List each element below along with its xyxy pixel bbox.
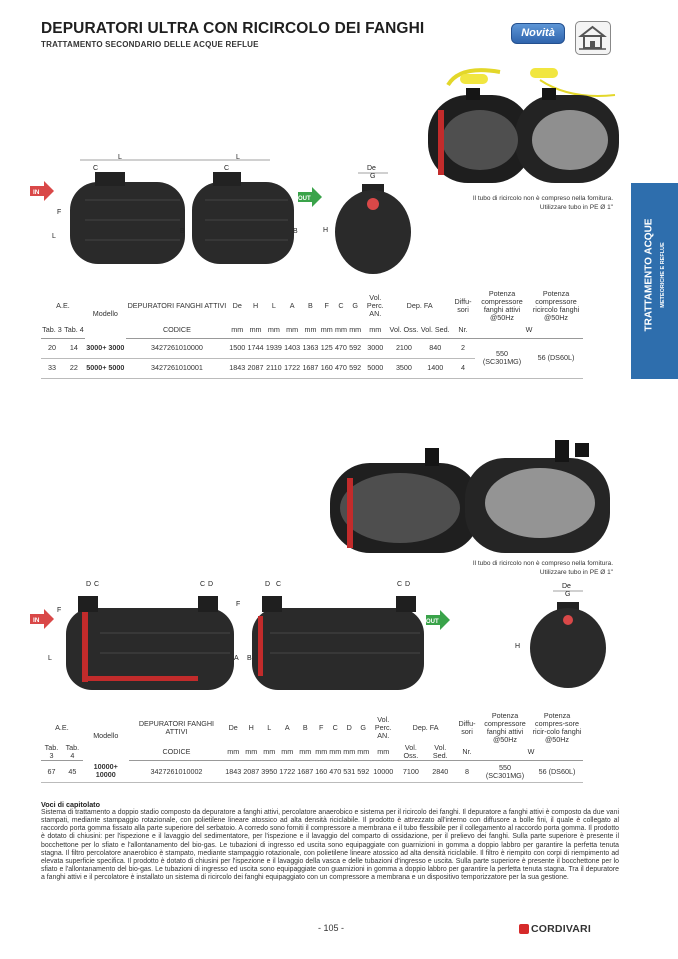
th-l: L xyxy=(267,723,272,732)
th-dep-fa: Dep. FA xyxy=(412,723,439,732)
dim-label-C-3: C xyxy=(94,581,100,588)
page-subtitle: TRATTAMENTO SECONDARIO DELLE ACQUE REFLUE xyxy=(41,40,259,49)
th-g: G xyxy=(352,301,358,310)
th-vol-sed: Vol. Sed. xyxy=(420,322,451,338)
dim-label-G: G xyxy=(370,173,376,180)
dim-label-H: H xyxy=(323,227,329,234)
page-title: DEPURATORI ULTRA CON RICIRCOLO DEI FANGHI xyxy=(41,20,425,37)
dim-label-De: De xyxy=(367,165,376,172)
side-tab-title: TRATTAMENTO ACQUE xyxy=(643,218,655,332)
cell: 2840 xyxy=(426,761,455,783)
product-photo-top xyxy=(420,60,625,190)
th-unit: mm xyxy=(246,322,264,338)
cell-power-fa: 550 (SC301MG) xyxy=(475,338,529,378)
th-f: F xyxy=(324,301,329,310)
spec-table-2 xyxy=(41,712,583,783)
th-tab3: Tab. 3 xyxy=(41,322,63,338)
cell-modello: 3000+ 3000 xyxy=(85,338,126,358)
th-unit: mm xyxy=(283,322,301,338)
technical-drawing-side-top xyxy=(30,150,330,275)
th-unit: mm xyxy=(278,744,296,761)
cell: 20 xyxy=(41,338,63,358)
dim-label-B: B xyxy=(180,228,185,235)
cell: 1722 xyxy=(278,761,296,783)
th-nr: Nr. xyxy=(451,322,475,338)
dim-label-D: D xyxy=(86,581,92,588)
th-l: L xyxy=(271,301,276,310)
cell: 1687 xyxy=(296,761,314,783)
th-vol-sed: Vol. Sed. xyxy=(426,744,455,761)
cell-codice: 3427261010002 xyxy=(129,761,225,783)
voci-title: Voci di capitolato xyxy=(41,800,100,809)
th-c: C xyxy=(338,301,344,310)
cell: 33 xyxy=(41,358,63,378)
novita-badge: Novità xyxy=(511,23,565,44)
cell: 2087 xyxy=(246,358,264,378)
dim-label-L-vert: L xyxy=(52,233,56,240)
cell: 10000 xyxy=(370,761,396,783)
th-tab4: Tab. 4 xyxy=(63,322,85,338)
cell: 1939 xyxy=(265,338,283,358)
spec-table-1 xyxy=(41,290,583,379)
th-vol-oss: Vol. Oss. xyxy=(396,744,425,761)
technical-drawing-end-top xyxy=(320,160,420,275)
cell: 160 xyxy=(320,358,334,378)
technical-drawing-end-bottom xyxy=(510,578,610,693)
table-row xyxy=(41,761,583,783)
dim-label-C: C xyxy=(93,165,99,172)
cell: 2100 xyxy=(388,338,419,358)
house-icon xyxy=(575,21,611,55)
th-unit: mm xyxy=(370,744,396,761)
cell: 1403 xyxy=(283,338,301,358)
cell: 592 xyxy=(348,338,362,358)
dim-label-De-2: De xyxy=(562,583,571,590)
cell: 14 xyxy=(63,338,85,358)
cell-modello: 10000+ 10000 xyxy=(83,761,129,783)
th-unit: mm xyxy=(328,744,342,761)
th-unit: mm xyxy=(342,744,356,761)
cell: 2 xyxy=(451,338,475,358)
cell-modello: 5000+ 5000 xyxy=(85,358,126,378)
th-modello: Modello xyxy=(93,731,119,741)
th-unit: mm xyxy=(260,744,278,761)
th-a: A xyxy=(289,301,295,310)
th-vol-oss: Vol. Oss. xyxy=(388,322,419,338)
th-unit: mm xyxy=(320,322,334,338)
technical-drawing-side-bottom xyxy=(30,578,450,698)
cell-power-ric: 56 (DS60L) xyxy=(529,338,583,378)
cell: 531 xyxy=(342,761,356,783)
cell: 2087 xyxy=(242,761,260,783)
th-f: F xyxy=(319,723,324,732)
th-potenza-fa: Potenza compressore fanghi attivi @50Hz xyxy=(481,289,523,322)
dim-label-H-2: H xyxy=(515,643,521,650)
th-modello: Modello xyxy=(92,309,118,318)
cell-codice: 3427261010001 xyxy=(126,358,228,378)
voci-text: Sistema di trattamento a doppio stadio composto da depuratore a fanghi attivi, percolatore anaerobico e sistema per il ricircolo dei fanghi. Il depuratore a fanghi attivi è composto da due vani stampati, mediante stampaggio rotazionale, con polietilene lineare atossico ad alta densità riciclabile. Il prodotto è attrezzato all'interno con diffusore a bolle fini, il quale è collegato al raccordo porta gomma fissato alla parte superiore del serbatoio. A corredo sono forniti il compressore a membrana e il tubo flessibile per il collegamento al raccordo porta gomma. Il prodotto è dotato di chiusini: per l'ispezione e il lavaggio del sedimentatore, per l'ispezione e il lavaggio del comparto di ossidazione, per il prelievo dei fanghi. Sulla parte superiore è presente il bocchettone per lo sfiato e l'allontanamento del bio-gas. Le tubazioni di ingresso ed uscita sono equipaggiate con guarnizioni in gomma a doppio labbro per garantire la perfetta tenuta stagna. Il filtro percolatore anaerobico è stampato, mediante stampaggio rotazionale, con polietilene lineare atossico ad alta densità riciclabile. Il filtro è riempito con corpi di riempimento ad elevata superficie specifica. Il prodotto è dotato di chiusini per l'ispezione e il lavaggio della vasca e delle tubazioni d'ingresso e uscita. Sulla parte superiore è presente il bocchettone per lo sfiato e l'allontanamento del bio-gas. Le tubazioni di ingresso ed uscita sono equipaggiate con guarnizioni in gomma a doppio labbro per garantire la perfetta tenuta stagna. Tra il depuratore a fanghi attivi e il percolatore è installato un sistema di ricircolo dei fanghi equipaggiato con un compressore a membrana e un dispositivo temporizzatore per la sua gestione. xyxy=(41,809,619,882)
th-codice: CODICE xyxy=(129,744,225,761)
th-dep-fa: Dep. FA xyxy=(406,301,433,310)
cell: 1843 xyxy=(228,358,246,378)
th-de: De xyxy=(228,723,238,732)
cell: 67 xyxy=(41,761,62,783)
section-side-tab xyxy=(631,183,678,379)
th-vol-perc: Vol. Perc. AN. xyxy=(374,715,392,740)
th-h: H xyxy=(252,301,259,310)
out-label: OUT xyxy=(298,196,311,202)
in-label-2: IN xyxy=(33,617,40,624)
cell: 1843 xyxy=(224,761,242,783)
th-b: B xyxy=(308,301,313,310)
th-g: G xyxy=(360,723,367,732)
cell: 125 xyxy=(320,338,334,358)
dim-label-C-5: C xyxy=(276,581,282,588)
page-number: - 105 - xyxy=(318,923,345,933)
th-unit: mm xyxy=(348,322,362,338)
table-row xyxy=(41,338,583,358)
dim-label-L: L xyxy=(118,154,122,161)
th-ae: A.E. xyxy=(56,301,70,310)
th-unit: mm xyxy=(242,744,260,761)
th-unit: mm xyxy=(314,744,328,761)
th-depuratori: DEPURATORI FANGHI ATTIVI xyxy=(138,719,215,736)
cell: 5000 xyxy=(362,358,388,378)
th-unit: mm xyxy=(296,744,314,761)
cell: 840 xyxy=(420,338,451,358)
dim-label-F-3: F xyxy=(236,601,241,608)
dim-label-G-2: G xyxy=(565,591,571,598)
th-potenza-ric: Potenza compres-sore ricir-colo fanghi @50Hz xyxy=(532,711,582,744)
product-photo-bottom xyxy=(325,418,615,558)
cell: 3950 xyxy=(260,761,278,783)
th-diffusori: Diffu-sori xyxy=(458,719,476,736)
dim-label-C-4: C xyxy=(200,581,206,588)
th-ae: A.E. xyxy=(55,723,69,732)
th-unit: mm xyxy=(356,744,370,761)
cell: 45 xyxy=(62,761,83,783)
th-unit: mm xyxy=(334,322,348,338)
cell: 2110 xyxy=(265,358,283,378)
out-label-2: OUT xyxy=(426,619,439,625)
dim-label-L-2: L xyxy=(236,154,240,161)
dim-label-D-4: D xyxy=(405,581,411,588)
th-unit: mm xyxy=(224,744,242,761)
cell-codice: 3427261010000 xyxy=(126,338,228,358)
cell-power-ric: 56 (DS60L) xyxy=(531,761,583,783)
th-diffusori: Diffu-sori xyxy=(454,297,472,314)
th-tab4: Tab. 4 xyxy=(62,744,83,761)
cell-power-fa: 550 (SC301MG) xyxy=(479,761,531,783)
th-unit: mm xyxy=(228,322,246,338)
cell: 470 xyxy=(328,761,342,783)
cell: 470 xyxy=(334,358,348,378)
cell: 1687 xyxy=(301,358,319,378)
th-potenza-fa: Potenza compressore fanghi attivi @50Hz xyxy=(484,711,526,744)
in-label: IN xyxy=(33,189,40,196)
cell: 592 xyxy=(348,358,362,378)
th-d: D xyxy=(346,723,352,732)
dim-label-F: F xyxy=(57,209,62,216)
th-potenza-ric: Potenza compressore ricircolo fanghi @50Hz xyxy=(532,289,580,322)
th-w: W xyxy=(479,744,583,761)
th-depuratori: DEPURATORI FANGHI ATTIVI xyxy=(127,301,227,310)
th-de: De xyxy=(232,301,242,310)
brand-name: CORDIVARI xyxy=(531,923,591,935)
cell: 160 xyxy=(314,761,328,783)
dim-label-B-2: B xyxy=(293,228,298,235)
th-vol-perc: Vol. Perc. AN. xyxy=(366,293,384,318)
cordivari-logo-icon xyxy=(519,924,529,934)
cell: 8 xyxy=(455,761,479,783)
cell: 470 xyxy=(334,338,348,358)
th-unit: mm xyxy=(301,322,319,338)
th-a: A xyxy=(284,723,290,732)
dim-label-C-6: C xyxy=(397,581,403,588)
cell: 1500 xyxy=(228,338,246,358)
dim-label-L-vert-2: L xyxy=(48,655,52,662)
cell: 3000 xyxy=(362,338,388,358)
cell: 1363 xyxy=(301,338,319,358)
cell: 22 xyxy=(63,358,85,378)
photo-caption-bottom: Il tubo di ricircolo non è compreso nella fornitura. Utilizzare tubo in PE Ø 1" xyxy=(472,560,613,576)
dim-label-B-3: B xyxy=(247,655,252,662)
dim-label-D-3: D xyxy=(265,581,271,588)
th-h: H xyxy=(248,723,254,732)
dim-label-F-2: F xyxy=(57,607,62,614)
cell: 592 xyxy=(356,761,370,783)
side-tab-subtitle: METEORICHE E REFLUE xyxy=(660,242,666,308)
cell: 4 xyxy=(451,358,475,378)
dim-label-A: A xyxy=(234,655,239,662)
th-unit: mm xyxy=(362,322,388,338)
cell: 3500 xyxy=(388,358,419,378)
cell: 1722 xyxy=(283,358,301,378)
th-c: C xyxy=(332,723,338,732)
th-nr: Nr. xyxy=(455,744,479,761)
th-w: W xyxy=(475,322,583,338)
cell: 1744 xyxy=(246,338,264,358)
dim-label-C-2: C xyxy=(224,165,230,172)
th-unit: mm xyxy=(265,322,283,338)
th-tab3: Tab. 3 xyxy=(41,744,62,761)
th-codice: CODICE xyxy=(126,322,228,338)
th-b: B xyxy=(302,723,308,732)
cell: 7100 xyxy=(396,761,425,783)
dim-label-D-2: D xyxy=(208,581,214,588)
photo-caption-top: Il tubo di ricircolo non è compreso nella fornitura. Utilizzare tubo in PE Ø 1" xyxy=(472,195,613,211)
cell: 1400 xyxy=(420,358,451,378)
